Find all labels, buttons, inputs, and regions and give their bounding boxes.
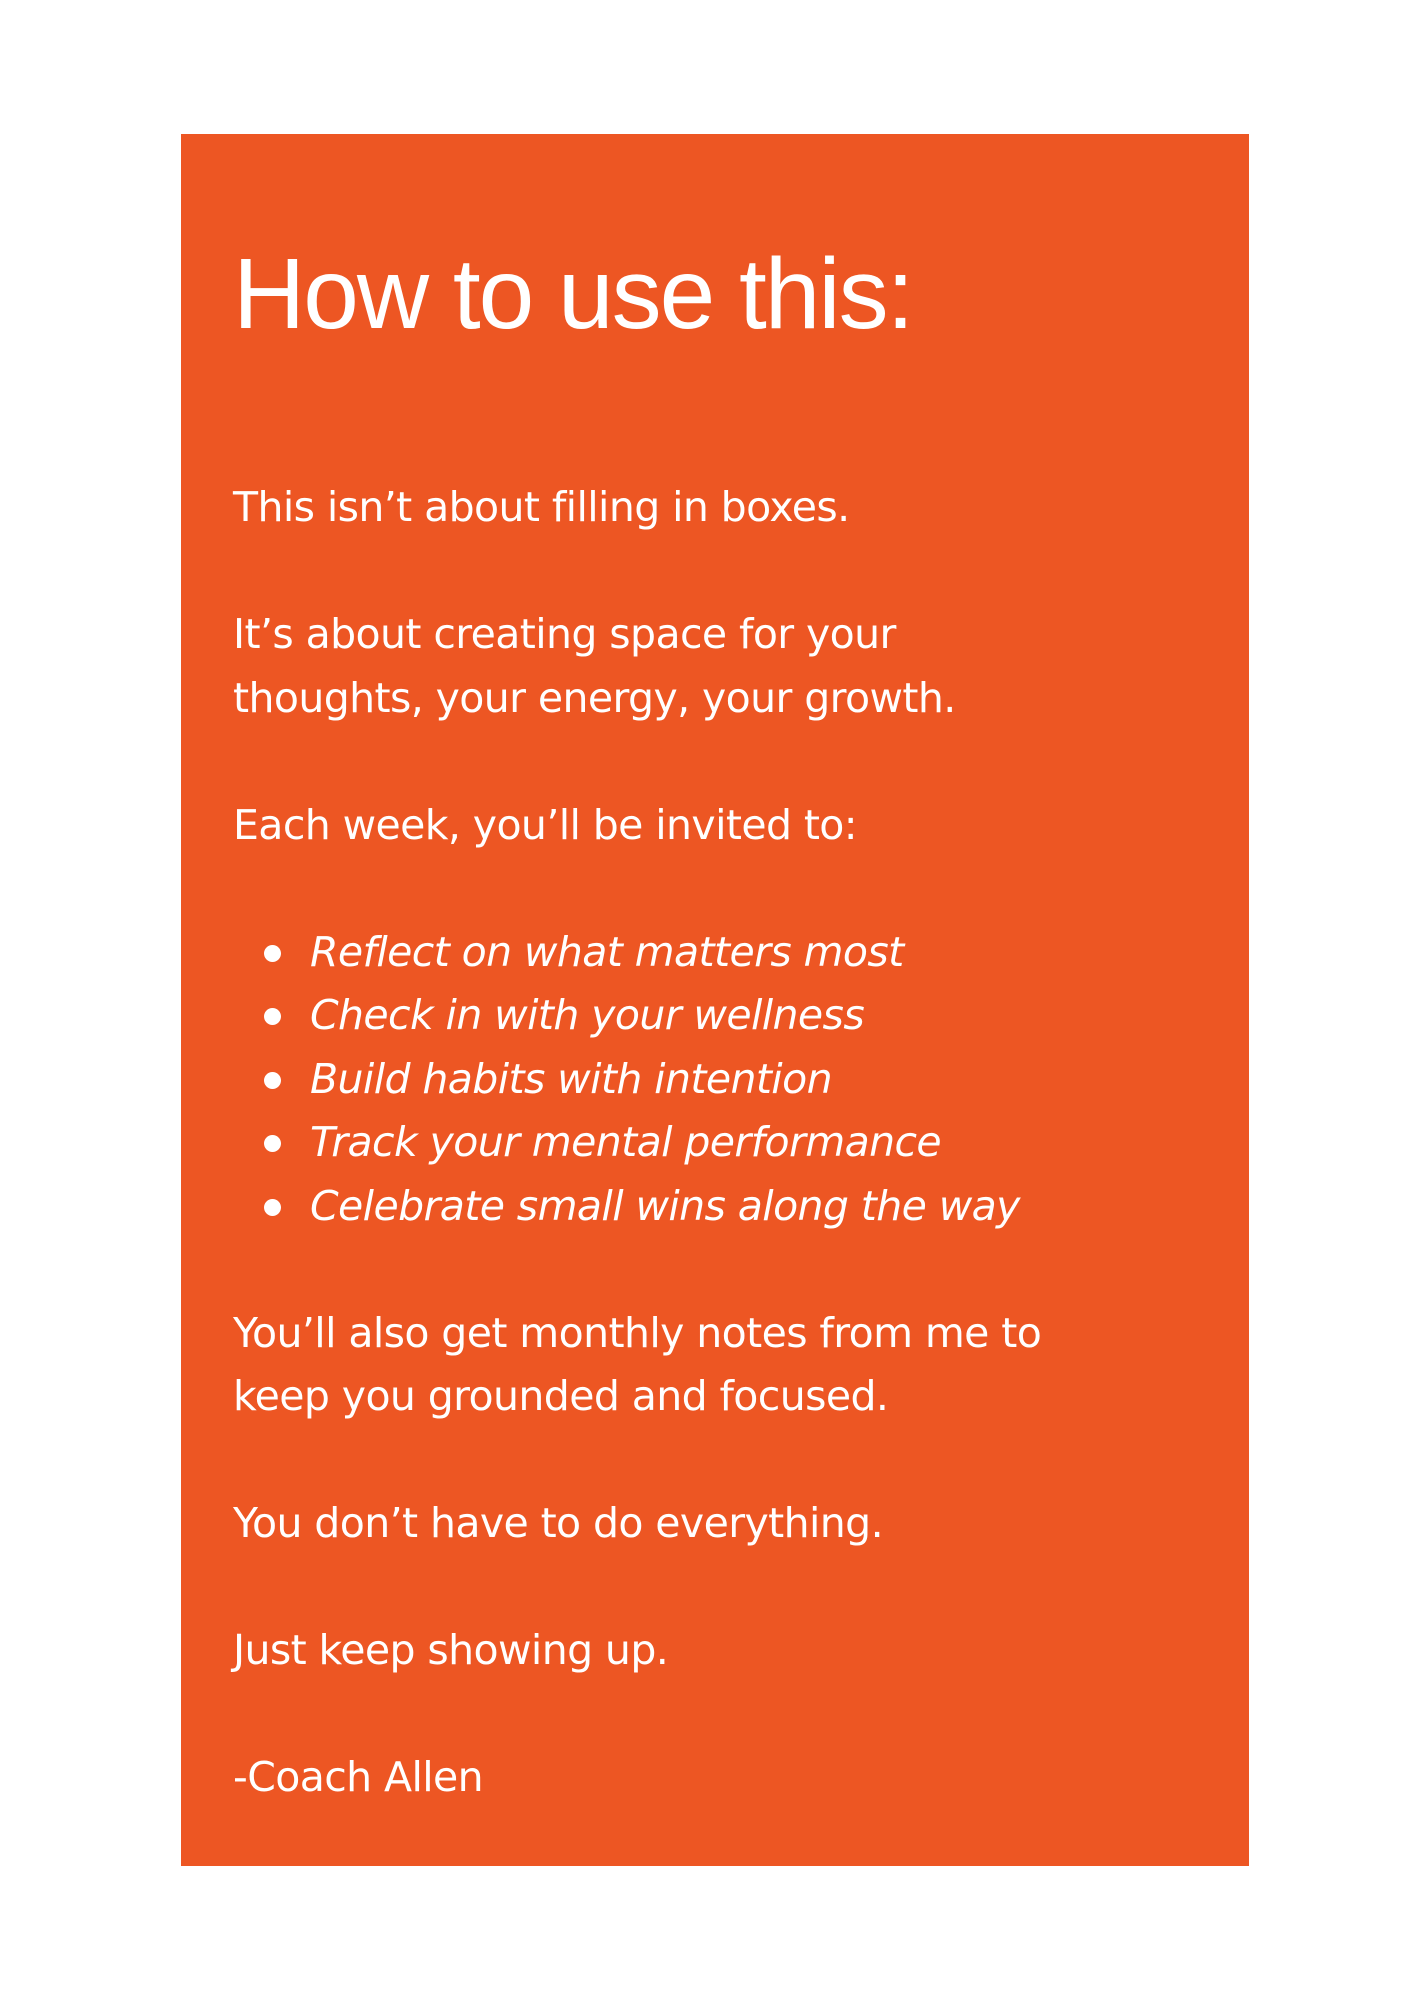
paragraph-monthly-notes: [233, 1302, 1223, 1429]
paragraph-space: [233, 603, 1223, 730]
list-item-text: Reflect on what matters most: [310, 927, 904, 976]
paragraph-line: thoughts, your energy, your growth.: [233, 673, 956, 722]
paragraph-line: keep you grounded and focused.: [233, 1372, 889, 1420]
paragraph-line: Just keep showing up.: [233, 1626, 669, 1674]
bullet-dot-icon: [264, 1135, 281, 1152]
bullet-dot-icon: [264, 1008, 281, 1025]
instruction-card: [181, 134, 1249, 1866]
list-item: [233, 1048, 1223, 1112]
signature-text: -Coach Allen: [233, 1753, 484, 1801]
list-item-text: Check in with your wellness: [310, 991, 865, 1039]
card-body: [233, 476, 1223, 1873]
weekly-list: [233, 921, 1223, 1239]
signature: [233, 1746, 1223, 1810]
bullet-dot-icon: [264, 1072, 281, 1089]
page-title: How to use this:: [233, 238, 913, 350]
paragraph-line: You don’t have to do everything.: [233, 1499, 884, 1547]
list-item: [233, 921, 1223, 985]
list-item: [233, 1175, 1223, 1239]
paragraph-line: Each week, you’ll be invited to:: [233, 800, 858, 849]
list-item-text: Track your mental performance: [310, 1118, 942, 1166]
paragraph-everything: [233, 1492, 1223, 1556]
list-item: [233, 1111, 1223, 1175]
list-item-text: Celebrate small wins along the way: [310, 1181, 1020, 1230]
paragraph-line: You’ll also get monthly notes from me to: [233, 1308, 1042, 1357]
paragraph-line: This isn’t about filling in boxes.: [233, 483, 850, 531]
paragraph-invited: [233, 794, 1223, 858]
bullet-dot-icon: [264, 1199, 281, 1216]
paragraph-boxes: [233, 476, 1223, 540]
paragraph-showing-up: [233, 1619, 1223, 1683]
paragraph-line: It’s about creating space for your: [233, 610, 896, 658]
list-item-text: Build habits with intention: [310, 1054, 832, 1103]
bullet-dot-icon: [264, 945, 281, 962]
list-item: [233, 984, 1223, 1048]
